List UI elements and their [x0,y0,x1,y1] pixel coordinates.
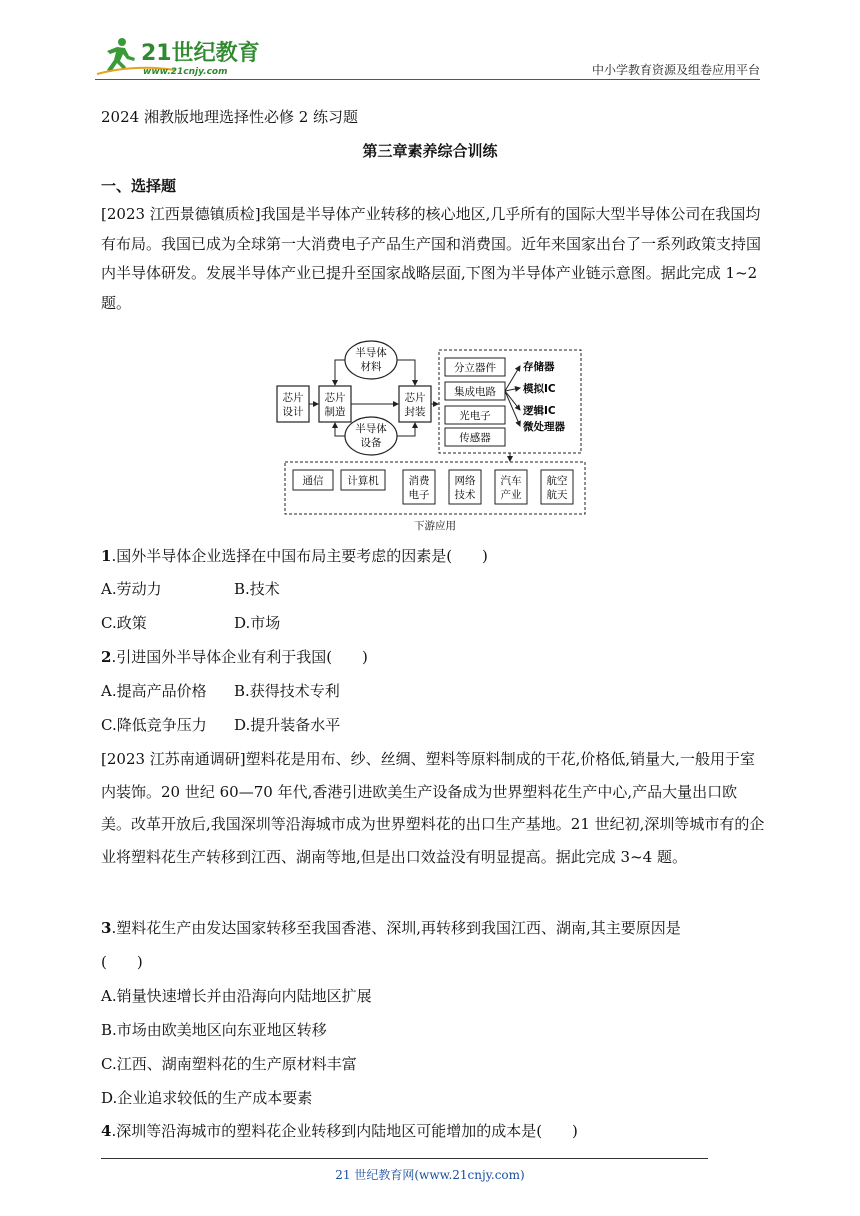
page-header [95,34,760,80]
downstream-item: 航空 [546,475,568,487]
logo-main-text: 21世纪教育 [141,41,260,66]
downstream-item: 产业 [500,489,522,501]
passage-2: [2023 江苏南通调研]塑料花是用布、纱、丝绸、塑料等原料制成的干花,价格低,销量大,一般用于室内装饰。20 世纪 60—70 年代,香港引进欧美生产设备成为世界塑料花生产中心,产品大量出口欧美。改革开放后,我国深圳等沿海城市成为世界塑料花的出口生产基地。21 世纪初,深圳等城市有的企业将塑料花生产转移到江西、湖南等地,但是出口效益没有明显提高。据此完成 3~4 题。 [101,750,765,866]
q3-option-a: A.销量快速增长并由沿海向内陆地区扩展 [101,987,372,1005]
question-3 [101,917,681,938]
q1-option-c: C.政策 [101,614,147,632]
question-text: .塑料花生产由发达国家转移至我国香港、深圳,再转移到我国江西、湖南,其主要原因是 [111,919,681,937]
q1-option-b: B.技术 [234,580,280,598]
ic-type: 模拟IC [523,383,556,395]
downstream-item: 电子 [408,489,430,501]
downstream-list [293,470,573,504]
logo-url-text: www.21cnjy.com [143,67,228,77]
design-label-2: 设计 [282,406,304,418]
downstream-item: 汽车 [500,475,522,487]
question-1 [101,545,488,566]
footer-link[interactable]: 21 世纪教育网(www.21cnjy.com) [335,1168,525,1182]
passage-1: [2023 江西景德镇质检]我国是半导体产业转移的核心地区,几乎所有的国际大型半导体公司在我国均有布局。我国已成为全球第一大消费电子产品生产国和消费国。近年来国家出台了一系列政策支持国内半导体研发。发展半导体产业已提升至国家战略层面,下图为半导体产业链示意图。据此完成 1~2 题。 [101,205,762,312]
equipment-label-2: 设备 [360,437,382,449]
ic-type: 逻辑IC [523,405,556,417]
industry-chain-diagram [275,338,595,534]
question-number: 4 [101,1122,112,1140]
logo [95,34,265,78]
q1-option-d: D.市场 [234,614,281,632]
manufacture-label-1: 芯片 [324,392,346,404]
ic-type: 存储器 [523,361,555,373]
downstream-item: 消费 [408,475,430,487]
package-label-2: 封装 [404,406,426,418]
section-heading: 一、选择题 [101,177,177,195]
product-item: 光电子 [459,410,491,422]
downstream-item: 通信 [302,475,324,487]
material-label-2: 材料 [360,361,382,373]
question-number: 2 [101,648,112,666]
question-2 [101,646,368,667]
downstream-item: 网络 [454,475,476,487]
q3-option-d: D.企业追求较低的生产成本要素 [101,1089,313,1107]
equipment-label-1: 半导体 [355,423,387,435]
downstream-item: 技术 [454,489,476,501]
downstream-label: 下游应用 [414,520,456,532]
question-text: .引进国外半导体企业有利于我国( ) [111,648,368,666]
design-label-1: 芯片 [282,392,304,404]
q2-option-b: B.获得技术专利 [234,682,340,700]
q3-option-c: C.江西、湖南塑料花的生产原材料丰富 [101,1055,357,1073]
material-label-1: 半导体 [355,347,387,359]
ic-type-list [505,360,565,433]
question-4 [101,1120,578,1141]
product-list [445,358,505,446]
platform-label: 中小学教育资源及组卷应用平台 [591,63,760,77]
downstream-item: 计算机 [347,475,379,487]
header-divider [95,79,760,80]
question-number: 1 [101,547,112,565]
manufacture-label-2: 制造 [324,406,346,418]
package-label-1: 芯片 [404,392,426,404]
product-item: 分立器件 [454,362,496,374]
question-3-blank: ( ) [101,953,143,971]
ic-type: 微处理器 [523,421,565,433]
question-text: .国外半导体企业选择在中国布局主要考虑的因素是( ) [111,547,488,565]
section-title: 第三章素养综合训练 [362,142,498,160]
downstream-item: 航天 [546,489,568,501]
q2-option-a: A.提高产品价格 [101,682,207,700]
document-title: 2024 湘教版地理选择性必修 2 练习题 [101,108,359,126]
q2-option-c: C.降低竞争压力 [101,716,207,734]
product-item: 集成电路 [454,386,496,398]
footer-divider [101,1158,708,1159]
q1-option-a: A.劳动力 [101,580,162,598]
question-number: 3 [101,919,112,937]
product-item: 传感器 [459,432,491,444]
question-text: .深圳等沿海城市的塑料花企业转移到内陆地区可能增加的成本是( ) [111,1122,578,1140]
q3-option-b: B.市场由欧美地区向东亚地区转移 [101,1021,327,1039]
q2-option-d: D.提升装备水平 [234,716,341,734]
